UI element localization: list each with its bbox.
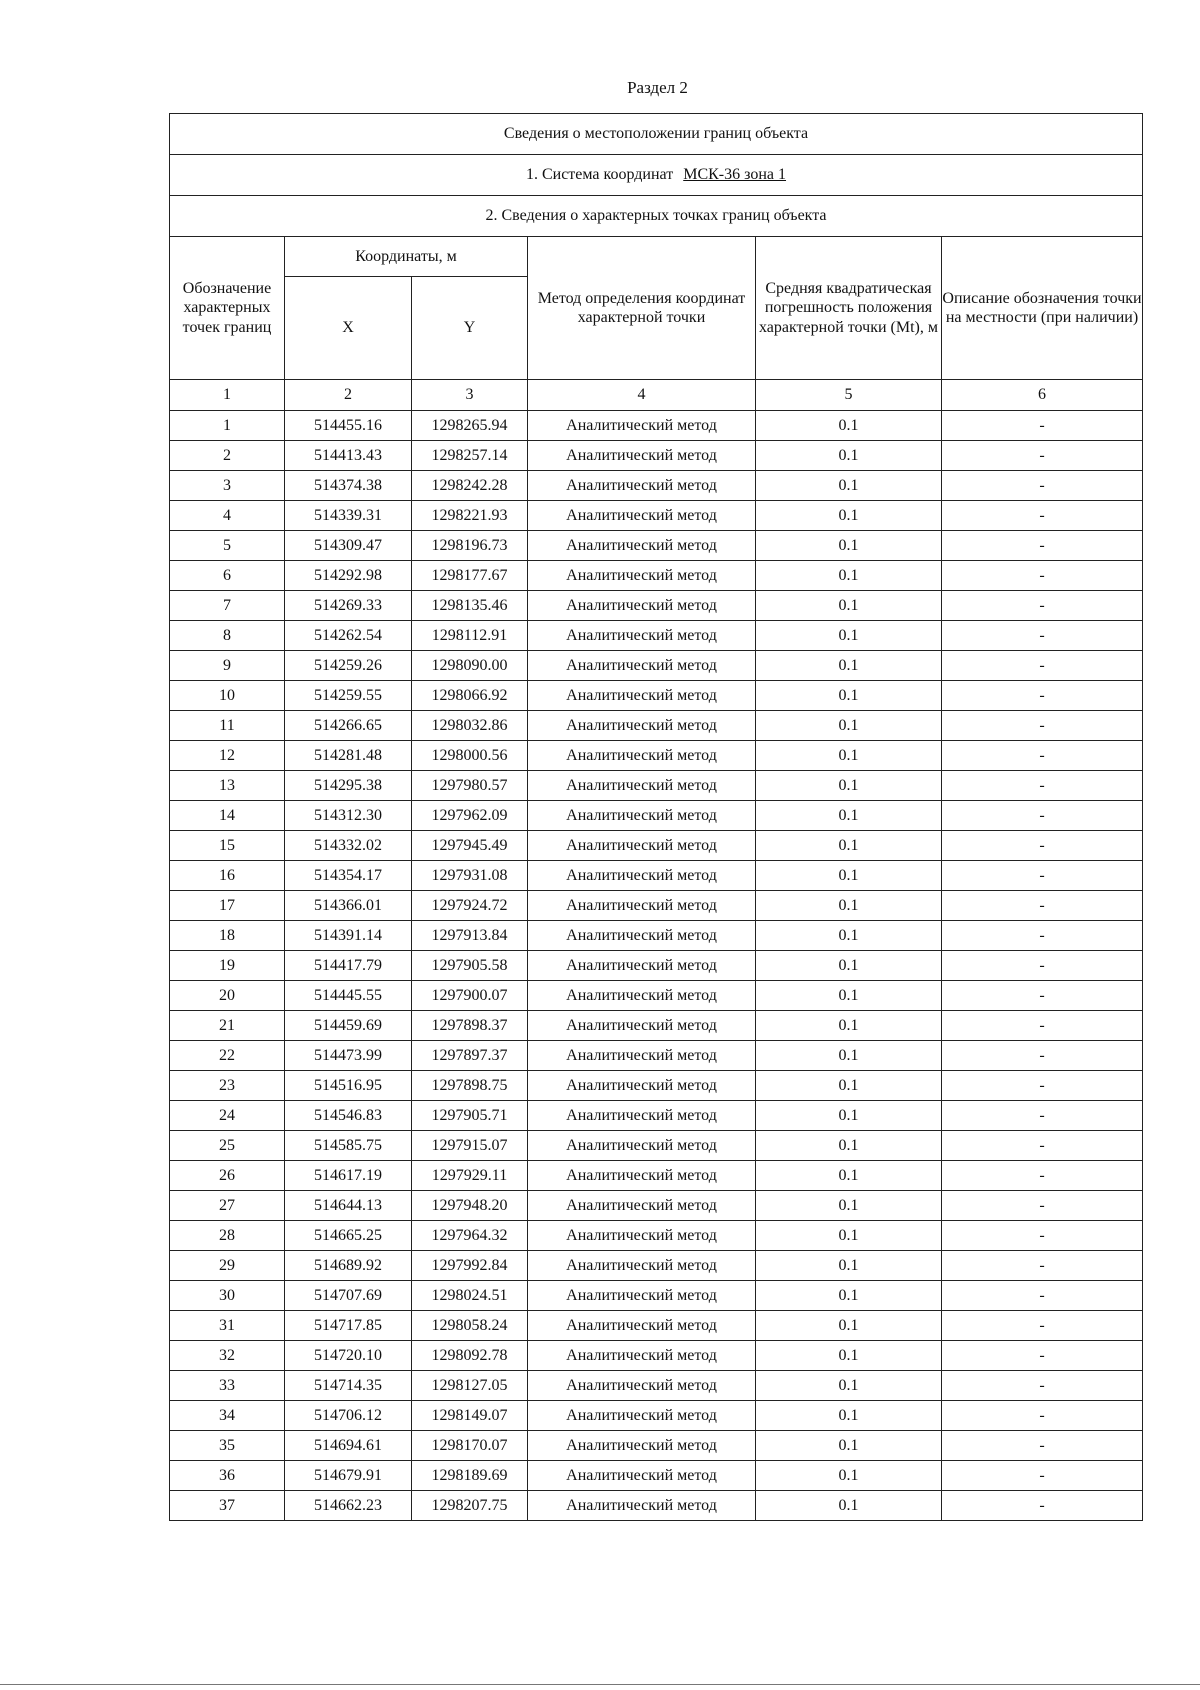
description-cell: - [942, 1221, 1143, 1251]
mt-value-cell: 0.1 [756, 1071, 942, 1101]
point-number-cell: 19 [170, 951, 285, 981]
table-row [170, 861, 1143, 891]
coord-y-cell: 1298177.67 [412, 561, 528, 591]
point-number-cell: 10 [170, 681, 285, 711]
coord-y-cell: 1297962.09 [412, 801, 528, 831]
table-row [170, 531, 1143, 561]
coord-y-cell: 1297915.07 [412, 1131, 528, 1161]
mt-value-cell: 0.1 [756, 411, 942, 441]
coord-x-cell: 514694.61 [285, 1431, 412, 1461]
coord-y-cell: 1297898.75 [412, 1071, 528, 1101]
coord-x-cell: 514665.25 [285, 1221, 412, 1251]
section-title: Раздел 2 [627, 78, 688, 97]
header-description: Описание обозначения точки на местности (при наличии) [942, 237, 1143, 380]
point-number-cell: 31 [170, 1311, 285, 1341]
column-number: 1 [170, 380, 285, 411]
description-cell: - [942, 711, 1143, 741]
mt-value-cell: 0.1 [756, 801, 942, 831]
description-cell: - [942, 1071, 1143, 1101]
description-cell: - [942, 861, 1143, 891]
coord-y-cell: 1297900.07 [412, 981, 528, 1011]
point-number-cell: 28 [170, 1221, 285, 1251]
coord-x-cell: 514262.54 [285, 621, 412, 651]
coord-system-label: 1. Система координат [525, 166, 674, 184]
table-row [170, 1431, 1143, 1461]
header-method: Метод определения координат характерной точки [528, 237, 756, 380]
point-number-cell: 4 [170, 501, 285, 531]
mt-value-cell: 0.1 [756, 1311, 942, 1341]
mt-value-cell: 0.1 [756, 1281, 942, 1311]
point-number-cell: 6 [170, 561, 285, 591]
method-cell: Аналитический метод [528, 771, 756, 801]
coord-y-cell: 1297905.58 [412, 951, 528, 981]
point-number-cell: 24 [170, 1101, 285, 1131]
description-cell: - [942, 1011, 1143, 1041]
method-cell: Аналитический метод [528, 741, 756, 771]
mt-value-cell: 0.1 [756, 1371, 942, 1401]
description-cell: - [942, 1041, 1143, 1071]
mt-value-cell: 0.1 [756, 591, 942, 621]
method-cell: Аналитический метод [528, 1281, 756, 1311]
point-number-cell: 18 [170, 921, 285, 951]
coord-x-cell: 514269.33 [285, 591, 412, 621]
table-row [170, 1281, 1143, 1311]
coord-y-cell: 1298127.05 [412, 1371, 528, 1401]
table-row [170, 711, 1143, 741]
mt-value-cell: 0.1 [756, 1431, 942, 1461]
boundary-points-table [169, 113, 1143, 1521]
mt-value-cell: 0.1 [756, 1401, 942, 1431]
point-number-cell: 20 [170, 981, 285, 1011]
header-designation: Обозначение характерных точек границ [170, 237, 285, 380]
method-cell: Аналитический метод [528, 1491, 756, 1521]
description-cell: - [942, 1401, 1143, 1431]
mt-value-cell: 0.1 [756, 1191, 942, 1221]
table-title: Сведения о местоположении границ объекта [170, 114, 1143, 155]
description-cell: - [942, 1311, 1143, 1341]
mt-value-cell: 0.1 [756, 1251, 942, 1281]
point-number-cell: 1 [170, 411, 285, 441]
coord-y-cell: 1297897.37 [412, 1041, 528, 1071]
header-coordinates: Координаты, м [285, 237, 528, 277]
coord-x-cell: 514259.55 [285, 681, 412, 711]
mt-value-cell: 0.1 [756, 1041, 942, 1071]
method-cell: Аналитический метод [528, 681, 756, 711]
point-number-cell: 34 [170, 1401, 285, 1431]
coord-x-cell: 514281.48 [285, 741, 412, 771]
method-cell: Аналитический метод [528, 1101, 756, 1131]
coord-x-cell: 514455.16 [285, 411, 412, 441]
coord-y-cell: 1298257.14 [412, 441, 528, 471]
method-cell: Аналитический метод [528, 1461, 756, 1491]
coord-y-cell: 1298000.56 [412, 741, 528, 771]
coord-y-cell: 1297948.20 [412, 1191, 528, 1221]
method-cell: Аналитический метод [528, 831, 756, 861]
mt-value-cell: 0.1 [756, 621, 942, 651]
table-row [170, 441, 1143, 471]
coord-y-cell: 1297924.72 [412, 891, 528, 921]
coord-x-cell: 514644.13 [285, 1191, 412, 1221]
coord-x-cell: 514413.43 [285, 441, 412, 471]
coord-x-cell: 514546.83 [285, 1101, 412, 1131]
coord-x-cell: 514354.17 [285, 861, 412, 891]
coord-x-cell: 514266.65 [285, 711, 412, 741]
point-number-cell: 17 [170, 891, 285, 921]
description-cell: - [942, 1161, 1143, 1191]
description-cell: - [942, 531, 1143, 561]
description-cell: - [942, 981, 1143, 1011]
table-row [170, 651, 1143, 681]
method-cell: Аналитический метод [528, 471, 756, 501]
method-cell: Аналитический метод [528, 1251, 756, 1281]
method-cell: Аналитический метод [528, 561, 756, 591]
page-bottom-rule [0, 1684, 1200, 1685]
method-cell: Аналитический метод [528, 1131, 756, 1161]
mt-value-cell: 0.1 [756, 531, 942, 561]
coord-x-cell: 514339.31 [285, 501, 412, 531]
point-number-cell: 26 [170, 1161, 285, 1191]
coord-x-cell: 514292.98 [285, 561, 412, 591]
coord-y-cell: 1297898.37 [412, 1011, 528, 1041]
mt-value-cell: 0.1 [756, 1461, 942, 1491]
description-cell: - [942, 1341, 1143, 1371]
method-cell: Аналитический метод [528, 591, 756, 621]
coord-x-cell: 514706.12 [285, 1401, 412, 1431]
point-number-cell: 33 [170, 1371, 285, 1401]
point-number-cell: 13 [170, 771, 285, 801]
method-cell: Аналитический метод [528, 1311, 756, 1341]
coord-y-cell: 1297992.84 [412, 1251, 528, 1281]
coord-y-cell: 1298090.00 [412, 651, 528, 681]
point-number-cell: 30 [170, 1281, 285, 1311]
description-cell: - [942, 621, 1143, 651]
description-cell: - [942, 681, 1143, 711]
mt-value-cell: 0.1 [756, 471, 942, 501]
description-cell: - [942, 951, 1143, 981]
mt-value-cell: 0.1 [756, 861, 942, 891]
description-cell: - [942, 651, 1143, 681]
method-cell: Аналитический метод [528, 1341, 756, 1371]
coord-y-cell: 1298032.86 [412, 711, 528, 741]
table-row [170, 1341, 1143, 1371]
point-number-cell: 27 [170, 1191, 285, 1221]
coord-x-cell: 514374.38 [285, 471, 412, 501]
point-number-cell: 11 [170, 711, 285, 741]
coord-y-cell: 1297931.08 [412, 861, 528, 891]
coord-system-value: МСК-36 зона 1 [683, 166, 787, 184]
point-number-cell: 3 [170, 471, 285, 501]
method-cell: Аналитический метод [528, 411, 756, 441]
table-row [170, 921, 1143, 951]
mt-value-cell: 0.1 [756, 561, 942, 591]
coord-y-cell: 1297913.84 [412, 921, 528, 951]
coord-y-cell: 1297945.49 [412, 831, 528, 861]
point-number-cell: 12 [170, 741, 285, 771]
method-cell: Аналитический метод [528, 1221, 756, 1251]
description-cell: - [942, 411, 1143, 441]
mt-value-cell: 0.1 [756, 1101, 942, 1131]
table-row [170, 831, 1143, 861]
point-number-cell: 5 [170, 531, 285, 561]
description-cell: - [942, 771, 1143, 801]
table-row [170, 501, 1143, 531]
description-cell: - [942, 921, 1143, 951]
method-cell: Аналитический метод [528, 1371, 756, 1401]
method-cell: Аналитический метод [528, 891, 756, 921]
mt-value-cell: 0.1 [756, 1131, 942, 1161]
point-number-cell: 32 [170, 1341, 285, 1371]
table-row [170, 1011, 1143, 1041]
coord-y-cell: 1298170.07 [412, 1431, 528, 1461]
header-y: Y [412, 277, 528, 380]
coord-system-row [170, 155, 1143, 196]
description-cell: - [942, 1281, 1143, 1311]
table-row [170, 981, 1143, 1011]
table-row [170, 471, 1143, 501]
mt-value-cell: 0.1 [756, 1011, 942, 1041]
table-row [170, 681, 1143, 711]
coord-x-cell: 514312.30 [285, 801, 412, 831]
mt-value-cell: 0.1 [756, 441, 942, 471]
method-cell: Аналитический метод [528, 1161, 756, 1191]
point-number-cell: 15 [170, 831, 285, 861]
coord-y-cell: 1298196.73 [412, 531, 528, 561]
table-row [170, 1221, 1143, 1251]
column-number: 2 [285, 380, 412, 411]
description-cell: - [942, 441, 1143, 471]
mt-value-cell: 0.1 [756, 1491, 942, 1521]
method-cell: Аналитический метод [528, 1191, 756, 1221]
coord-x-cell: 514717.85 [285, 1311, 412, 1341]
point-number-cell: 22 [170, 1041, 285, 1071]
mt-value-cell: 0.1 [756, 1161, 942, 1191]
description-cell: - [942, 801, 1143, 831]
table-row [170, 771, 1143, 801]
method-cell: Аналитический метод [528, 621, 756, 651]
table-row [170, 1071, 1143, 1101]
table-row [170, 951, 1143, 981]
coord-x-cell: 514585.75 [285, 1131, 412, 1161]
description-cell: - [942, 1251, 1143, 1281]
coord-y-cell: 1298221.93 [412, 501, 528, 531]
mt-value-cell: 0.1 [756, 651, 942, 681]
description-cell: - [942, 1131, 1143, 1161]
description-cell: - [942, 1371, 1143, 1401]
mt-value-cell: 0.1 [756, 981, 942, 1011]
mt-value-cell: 0.1 [756, 501, 942, 531]
coord-x-cell: 514679.91 [285, 1461, 412, 1491]
coord-x-cell: 514391.14 [285, 921, 412, 951]
column-number: 6 [942, 380, 1143, 411]
table-row [170, 621, 1143, 651]
mt-value-cell: 0.1 [756, 1221, 942, 1251]
point-number-cell: 21 [170, 1011, 285, 1041]
description-cell: - [942, 831, 1143, 861]
coord-y-cell: 1297905.71 [412, 1101, 528, 1131]
description-cell: - [942, 741, 1143, 771]
point-number-cell: 8 [170, 621, 285, 651]
point-number-cell: 29 [170, 1251, 285, 1281]
mt-value-cell: 0.1 [756, 711, 942, 741]
method-cell: Аналитический метод [528, 1431, 756, 1461]
mt-value-cell: 0.1 [756, 831, 942, 861]
point-number-cell: 25 [170, 1131, 285, 1161]
table-row [170, 1191, 1143, 1221]
coord-y-cell: 1297929.11 [412, 1161, 528, 1191]
coord-y-cell: 1298058.24 [412, 1311, 528, 1341]
coord-y-cell: 1298265.94 [412, 411, 528, 441]
method-cell: Аналитический метод [528, 801, 756, 831]
coord-x-cell: 514720.10 [285, 1341, 412, 1371]
column-numbers-row [170, 380, 1143, 411]
point-number-cell: 36 [170, 1461, 285, 1491]
point-number-cell: 16 [170, 861, 285, 891]
method-cell: Аналитический метод [528, 951, 756, 981]
column-number: 4 [528, 380, 756, 411]
coord-x-cell: 514707.69 [285, 1281, 412, 1311]
coord-y-cell: 1298112.91 [412, 621, 528, 651]
point-number-cell: 35 [170, 1431, 285, 1461]
point-number-cell: 23 [170, 1071, 285, 1101]
table-row [170, 1371, 1143, 1401]
coord-y-cell: 1298149.07 [412, 1401, 528, 1431]
table-row [170, 1041, 1143, 1071]
table-row [170, 1131, 1143, 1161]
coord-x-cell: 514689.92 [285, 1251, 412, 1281]
coord-x-cell: 514617.19 [285, 1161, 412, 1191]
mt-value-cell: 0.1 [756, 741, 942, 771]
coord-x-cell: 514332.02 [285, 831, 412, 861]
point-number-cell: 9 [170, 651, 285, 681]
coord-x-cell: 514417.79 [285, 951, 412, 981]
table-row [170, 561, 1143, 591]
mt-value-cell: 0.1 [756, 681, 942, 711]
coord-x-cell: 514516.95 [285, 1071, 412, 1101]
description-cell: - [942, 471, 1143, 501]
mt-value-cell: 0.1 [756, 891, 942, 921]
description-cell: - [942, 1101, 1143, 1131]
method-cell: Аналитический метод [528, 861, 756, 891]
column-number: 5 [756, 380, 942, 411]
method-cell: Аналитический метод [528, 921, 756, 951]
coord-x-cell: 514714.35 [285, 1371, 412, 1401]
table-row [170, 591, 1143, 621]
coord-y-cell: 1298092.78 [412, 1341, 528, 1371]
description-cell: - [942, 1191, 1143, 1221]
mt-value-cell: 0.1 [756, 921, 942, 951]
coord-y-cell: 1297964.32 [412, 1221, 528, 1251]
method-cell: Аналитический метод [528, 651, 756, 681]
coord-x-cell: 514366.01 [285, 891, 412, 921]
point-number-cell: 7 [170, 591, 285, 621]
table-row [170, 741, 1143, 771]
coord-x-cell: 514662.23 [285, 1491, 412, 1521]
coord-y-cell: 1298135.46 [412, 591, 528, 621]
table-row [170, 1491, 1143, 1521]
method-cell: Аналитический метод [528, 981, 756, 1011]
description-cell: - [942, 1491, 1143, 1521]
coord-y-cell: 1298242.28 [412, 471, 528, 501]
header-error: Средняя квадратическая погрешность положения характерной точки (Mt), м [756, 237, 942, 380]
mt-value-cell: 0.1 [756, 1341, 942, 1371]
point-number-cell: 37 [170, 1491, 285, 1521]
method-cell: Аналитический метод [528, 441, 756, 471]
method-cell: Аналитический метод [528, 501, 756, 531]
table-row [170, 1401, 1143, 1431]
mt-value-cell: 0.1 [756, 771, 942, 801]
method-cell: Аналитический метод [528, 1401, 756, 1431]
point-number-cell: 14 [170, 801, 285, 831]
coord-y-cell: 1298024.51 [412, 1281, 528, 1311]
method-cell: Аналитический метод [528, 531, 756, 561]
table-row [170, 891, 1143, 921]
table-row [170, 1311, 1143, 1341]
mt-value-cell: 0.1 [756, 951, 942, 981]
coord-y-cell: 1298189.69 [412, 1461, 528, 1491]
coord-y-cell: 1298066.92 [412, 681, 528, 711]
coord-x-cell: 514459.69 [285, 1011, 412, 1041]
description-cell: - [942, 561, 1143, 591]
coord-y-cell: 1297980.57 [412, 771, 528, 801]
method-cell: Аналитический метод [528, 1011, 756, 1041]
coord-x-cell: 514295.38 [285, 771, 412, 801]
coord-x-cell: 514473.99 [285, 1041, 412, 1071]
table-row [170, 1461, 1143, 1491]
description-cell: - [942, 891, 1143, 921]
description-cell: - [942, 1461, 1143, 1491]
header-x: X [285, 277, 412, 380]
point-number-cell: 2 [170, 441, 285, 471]
table-row [170, 801, 1143, 831]
column-number: 3 [412, 380, 528, 411]
coord-x-cell: 514445.55 [285, 981, 412, 1011]
coord-y-cell: 1298207.75 [412, 1491, 528, 1521]
description-cell: - [942, 1431, 1143, 1461]
points-heading: 2. Сведения о характерных точках границ объекта [170, 196, 1143, 237]
description-cell: - [942, 501, 1143, 531]
method-cell: Аналитический метод [528, 711, 756, 741]
description-cell: - [942, 591, 1143, 621]
coord-x-cell: 514309.47 [285, 531, 412, 561]
method-cell: Аналитический метод [528, 1041, 756, 1071]
table-row [170, 411, 1143, 441]
coord-x-cell: 514259.26 [285, 651, 412, 681]
table-row [170, 1251, 1143, 1281]
method-cell: Аналитический метод [528, 1071, 756, 1101]
table-row [170, 1101, 1143, 1131]
table-row [170, 1161, 1143, 1191]
